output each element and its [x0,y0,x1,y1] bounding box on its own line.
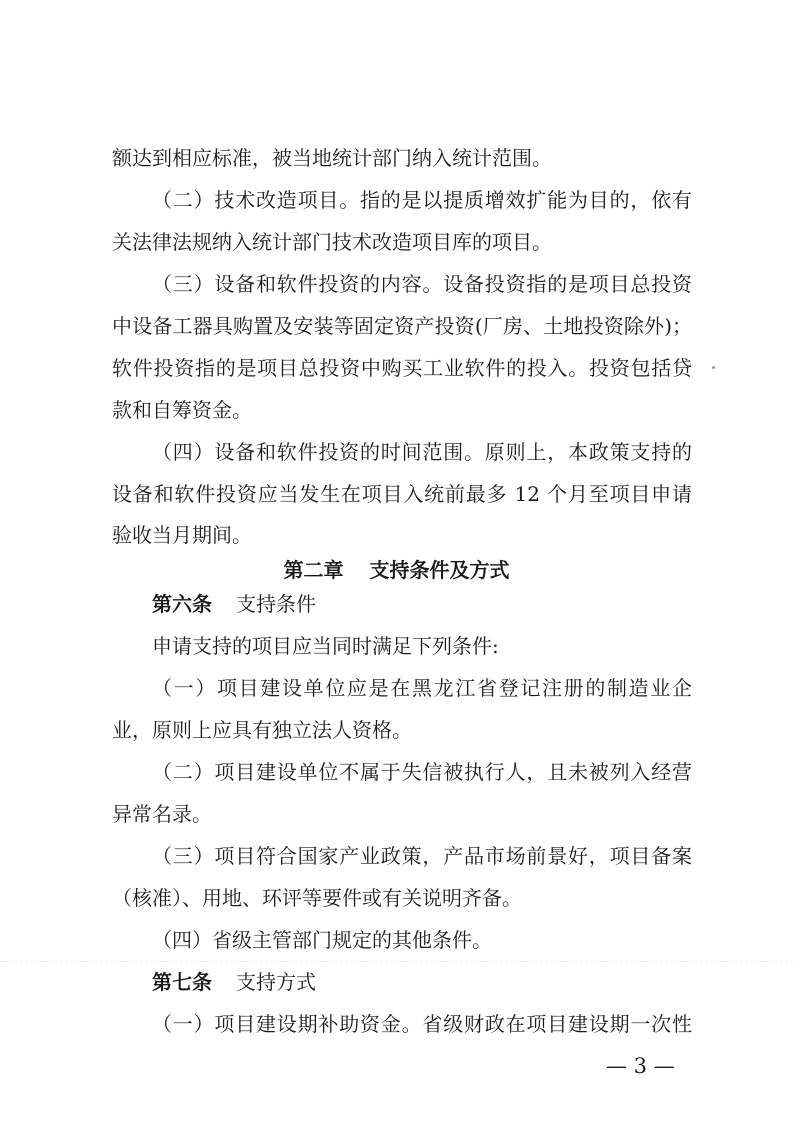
text-line: （一）项目建设期补助资金。省级财政在项目建设期一次性 [152,1012,692,1036]
text-line: 额达到相应标准，被当地统计部门纳入统计范围。 [112,146,552,170]
text-line: 软件投资指的是项目总投资中购买工业软件的投入。投资包括贷 [112,356,692,380]
page-number: — 3 — [606,1054,675,1078]
text-line: 设备和软件投资应当发生在项目入统前最多 12 个月至项目申请 [112,482,692,506]
chapter-number: 第二章 [283,558,344,582]
text-line: 异常名录。 [112,802,212,826]
article-heading [152,968,316,996]
text-line: 款和自筹资金。 [112,398,252,422]
chapter-title: 支持条件及方式 [369,558,510,582]
text-line: 关法律法规纳入统计部门技术改造项目库的项目。 [112,230,552,254]
text-line: （三）设备和软件投资的内容。设备投资指的是项目总投资 [152,272,692,296]
text-line: （二）技术改造项目。指的是以提质增效扩能为目的，依有 [152,188,692,212]
article-label: 第六条 [152,592,212,616]
article-title: 支持条件 [236,592,316,616]
text-line: （四）省级主管部门规定的其他条件。 [152,928,492,952]
text-line: （二）项目建设单位不属于失信被执行人，且未被列入经营 [152,760,692,784]
text-line: 中设备工器具购置及安装等固定资产投资(厂房、土地投资除外)； [112,314,692,338]
article-title: 支持方式 [236,970,316,994]
scan-fold-line [0,961,793,962]
text-line: 业，原则上应具有独立法人资格。 [112,718,412,742]
text-line: 申请支持的项目应当同时满足下列条件: [152,634,499,658]
text-line: 验收当月期间。 [112,523,252,547]
text-line: （三）项目符合国家产业政策，产品市场前景好，项目备案 [152,844,692,868]
chapter-heading [0,556,793,584]
article-label: 第七条 [152,970,212,994]
scan-speck [712,366,715,369]
text-line: （核准）、用地、环评等要件或有关说明齐备。 [112,886,522,910]
text-line: （四）设备和软件投资的时间范围。原则上，本政策支持的 [152,440,692,464]
article-heading [152,590,316,618]
text-line: （一）项目建设单位应是在黑龙江省登记注册的制造业企 [152,676,692,700]
